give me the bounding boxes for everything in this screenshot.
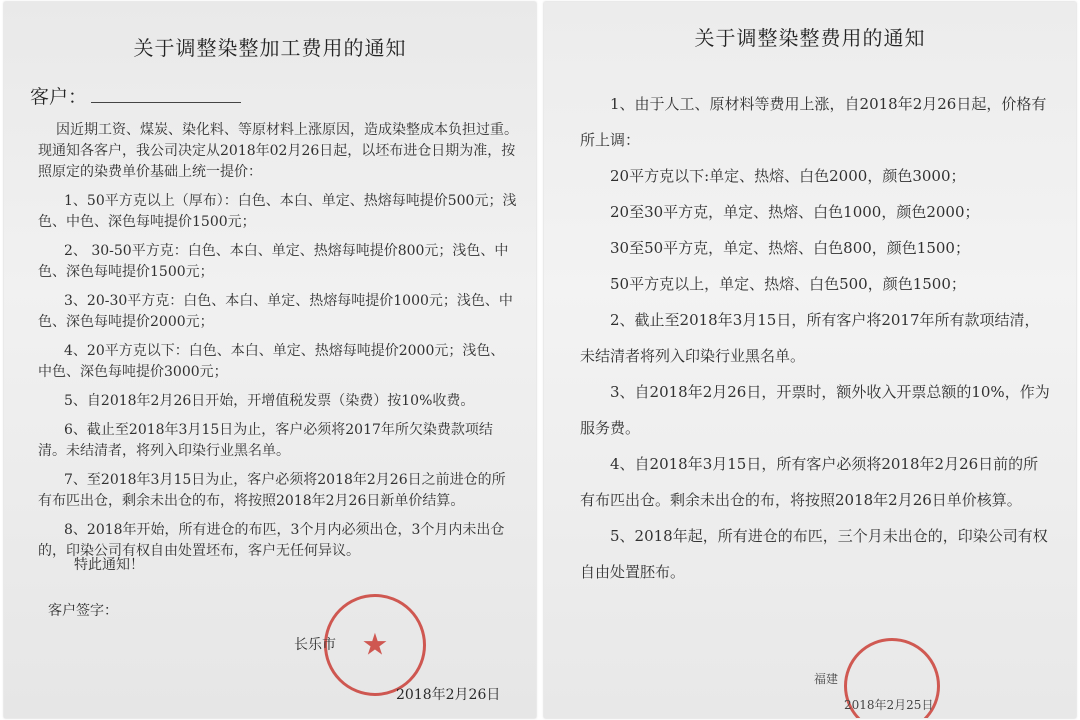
right-item-2: 2、截止至2018年3月15日，所有客户将2017年所有款项结清，未结清者将列入印染行业黑名单。 bbox=[580, 311, 1040, 365]
right-notice-page bbox=[544, 2, 1076, 718]
left-item-5: 5、自2018年2月26日开始，开增值税发票（染费）按10%收费。 bbox=[64, 393, 475, 409]
left-intro-paragraph: 因近期工资、煤炭、染化料、等原材料上涨原因，造成染整成本负担过重。现通知各客户，我公司决定从2018年02月26日起，以坯布进仓日期为准，按照原定的染费单价基础上统一提价： bbox=[38, 122, 518, 180]
left-item-2: 2、 30-50平方克：白色、本白、单定、热熔每吨提价800元；浅色、中色、深色每吨提价1500元； bbox=[38, 243, 509, 280]
right-price-line-3: 30至50平方克，单定、热熔、白色800，颜色1500； bbox=[610, 239, 970, 257]
right-price-line-4: 50平方克以上，单定、热熔、白色500，颜色1500； bbox=[610, 275, 966, 293]
right-notice-date: 2018年2月25日 bbox=[844, 698, 934, 712]
left-item-3: 3、20-30平方克：白色、本白、单定、热熔每吨提价1000元；浅色、中色、深色每吨提价2000元； bbox=[38, 293, 513, 330]
left-notice-date: 2018年2月26日 bbox=[396, 687, 501, 703]
right-notice-title: 关于调整染整费用的通知 bbox=[694, 26, 926, 50]
left-notice-page bbox=[4, 2, 536, 718]
left-item-4: 4、20平方克以下：白色、本白、单定、热熔每吨提价2000元；浅色、中色、深色每吨提价3000元； bbox=[38, 343, 505, 380]
left-item-8: 8、2018年开始，所有进仓的布匹，3个月内必须出仓，3个月内未出仓的，印染公司有权自由处置坯布，客户无任何异议。 bbox=[38, 522, 505, 559]
customer-signature-label: 客户签字： bbox=[48, 603, 118, 619]
right-item-1: 1、由于人工、原材料等费用上涨，自2018年2月26日起，价格有所上调： bbox=[580, 95, 1047, 149]
customer-blank-line bbox=[91, 88, 241, 103]
right-notice-body bbox=[580, 86, 1052, 590]
right-company-name: 福建 bbox=[814, 672, 839, 686]
left-notice-body bbox=[38, 120, 518, 570]
left-notice-title: 关于调整染整加工费用的通知 bbox=[133, 36, 407, 60]
left-item-6: 6、截止至2018年3月15日为止，客户必须将2017年所欠染费款项结清。未结清者，将列入印染行业黑名单。 bbox=[38, 422, 493, 459]
customer-label: 客户： bbox=[30, 86, 88, 108]
left-company-name: 长乐市 bbox=[294, 637, 336, 653]
right-item-5: 5、2018年起，所有进仓的布匹，三个月未出仓的，印染公司有权自由处置胚布。 bbox=[580, 527, 1048, 581]
left-item-1: 1、50平方克以上（厚布）：白色、本白、单定、热熔每吨提价500元；浅色、中色、深色每吨提价1500元； bbox=[38, 193, 517, 230]
right-item-4: 4、自2018年3月15日，所有客户必须将2018年2月26日前的所有布匹出仓。剩余未出仓的布，将按照2018年2月26日单价核算。 bbox=[580, 455, 1039, 509]
left-closing-notice: 特此通知！ bbox=[74, 557, 144, 573]
customer-field bbox=[30, 82, 241, 109]
left-item-7: 7、至2018年3月15日为止，客户必须将2018年2月26日之前进仓的所有布匹出仓，剩余未出仓的布，将按照2018年2月26日新单价结算。 bbox=[38, 472, 506, 509]
left-company-seal bbox=[324, 594, 426, 696]
right-price-line-2: 20至30平方克，单定、热熔、白色1000，颜色2000； bbox=[610, 203, 980, 221]
star-icon: ★ bbox=[361, 627, 389, 663]
right-price-line-1: 20平方克以下:单定、热熔、白色2000，颜色3000； bbox=[610, 167, 966, 185]
right-item-3: 3、自2018年2月26日，开票时，额外收入开票总额的10%，作为服务费。 bbox=[580, 383, 1050, 437]
